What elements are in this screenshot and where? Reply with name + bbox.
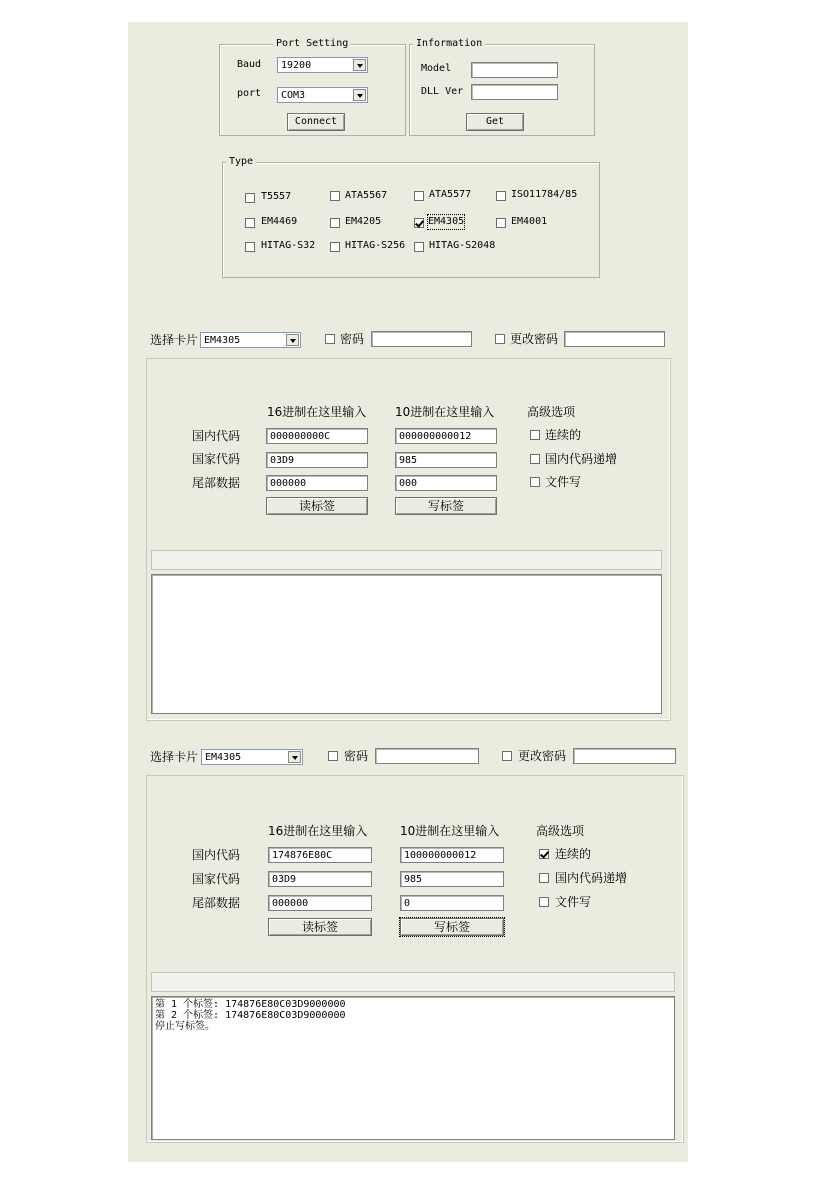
port-value: COM3 [281, 90, 306, 101]
type-checkbox[interactable] [245, 193, 255, 203]
type-checkbox[interactable] [496, 191, 506, 201]
dec-country-code-field[interactable]: 985 [400, 871, 504, 887]
domestic-increment-label: 国内代码递增 [545, 452, 618, 466]
status-bar [151, 550, 662, 570]
read-tag-button[interactable]: 读标签 [268, 918, 372, 936]
password-label: 密码 [340, 332, 365, 346]
password-field[interactable] [375, 748, 479, 764]
information-title: Information [413, 38, 485, 50]
dec-header: 10进制在这里输入 [395, 405, 495, 419]
chevron-down-icon[interactable] [353, 59, 366, 71]
domestic-code-label: 国内代码 [192, 429, 241, 443]
type-checkbox[interactable] [245, 218, 255, 228]
dec-country-code-field[interactable]: 985 [395, 452, 497, 468]
hex-header: 16进制在这里输入 [268, 824, 368, 838]
dll-ver-field[interactable] [471, 84, 558, 100]
port-setting-title: Port Setting [273, 38, 351, 50]
type-checkbox[interactable] [414, 191, 424, 201]
read-tag-button[interactable]: 读标签 [266, 497, 368, 515]
continuous-label: 连续的 [545, 428, 582, 442]
hex-tail-data-field[interactable]: 000000 [268, 895, 372, 911]
get-button[interactable]: Get [466, 113, 524, 131]
country-code-label: 国家代码 [192, 872, 241, 886]
change-password-checkbox[interactable] [502, 751, 512, 761]
type-checkbox-checked[interactable] [414, 218, 424, 228]
file-write-label: 文件写 [545, 475, 582, 489]
hex-country-code-field[interactable]: 03D9 [266, 452, 368, 468]
change-password-checkbox[interactable] [495, 334, 505, 344]
log-output[interactable] [151, 996, 675, 1140]
chevron-down-icon[interactable] [353, 89, 366, 101]
status-bar [151, 972, 675, 992]
select-card-label: 选择卡片 [150, 750, 199, 764]
dec-tail-data-field[interactable]: 000 [395, 475, 497, 491]
advanced-header: 高级选项 [527, 405, 576, 419]
baud-label: Baud [237, 59, 262, 70]
log-line: 停止写标签。 [155, 1021, 215, 1032]
card-select[interactable]: EM4305 [200, 332, 301, 348]
password-checkbox[interactable] [328, 751, 338, 761]
dec-domestic-code-field[interactable]: 100000000012 [400, 847, 504, 863]
write-tag-button[interactable]: 写标签 [400, 918, 504, 936]
change-password-field[interactable] [573, 748, 676, 764]
change-password-field[interactable] [564, 331, 665, 347]
file-write-label: 文件写 [555, 895, 592, 909]
type-checkbox[interactable] [245, 242, 255, 252]
model-label: Model [421, 63, 452, 74]
port-select[interactable] [277, 87, 368, 103]
tail-data-label: 尾部数据 [192, 896, 241, 910]
tail-data-label: 尾部数据 [192, 476, 241, 490]
select-card-label: 选择卡片 [150, 333, 199, 347]
country-code-label: 国家代码 [192, 452, 241, 466]
file-write-checkbox[interactable] [530, 477, 540, 487]
file-write-checkbox[interactable] [539, 897, 549, 907]
log-line: 第 1 个标签: 174876E80C03D9000000 [155, 999, 346, 1010]
model-field[interactable] [471, 62, 558, 78]
change-password-label: 更改密码 [518, 749, 567, 763]
chevron-down-icon[interactable] [286, 334, 299, 346]
hex-tail-data-field[interactable]: 000000 [266, 475, 368, 491]
hex-header: 16进制在这里输入 [267, 405, 367, 419]
dec-header: 10进制在这里输入 [400, 824, 500, 838]
type-checkbox[interactable] [330, 218, 340, 228]
password-field[interactable] [371, 331, 472, 347]
domestic-increment-label: 国内代码递增 [555, 871, 628, 885]
type-checkbox[interactable] [330, 242, 340, 252]
baud-value: 19200 [281, 60, 312, 71]
advanced-header: 高级选项 [536, 824, 585, 838]
continuous-checkbox[interactable] [530, 430, 540, 440]
baud-select[interactable] [277, 57, 368, 73]
continuous-label: 连续的 [555, 847, 592, 861]
domestic-code-label: 国内代码 [192, 848, 241, 862]
log-line: 第 2 个标签: 174876E80C03D9000000 [155, 1010, 346, 1021]
dec-domestic-code-field[interactable]: 000000000012 [395, 428, 497, 444]
password-checkbox[interactable] [325, 334, 335, 344]
hex-domestic-code-field[interactable]: 000000000C [266, 428, 368, 444]
type-checkbox[interactable] [330, 191, 340, 201]
type-checkbox[interactable] [414, 242, 424, 252]
dll-ver-label: DLL Ver [421, 86, 464, 97]
connect-button[interactable]: Connect [287, 113, 345, 131]
port-label: port [237, 88, 262, 99]
password-label: 密码 [344, 749, 369, 763]
domestic-increment-checkbox[interactable] [539, 873, 549, 883]
change-password-label: 更改密码 [510, 332, 559, 346]
hex-country-code-field[interactable]: 03D9 [268, 871, 372, 887]
type-title: Type [226, 156, 256, 168]
continuous-checkbox-checked[interactable] [539, 849, 549, 859]
write-tag-button[interactable]: 写标签 [395, 497, 497, 515]
domestic-increment-checkbox[interactable] [530, 454, 540, 464]
chevron-down-icon[interactable] [288, 751, 301, 763]
hex-domestic-code-field[interactable]: 174876E80C [268, 847, 372, 863]
log-output[interactable] [151, 574, 662, 714]
dec-tail-data-field[interactable]: 0 [400, 895, 504, 911]
card-select[interactable]: EM4305 [201, 749, 303, 765]
type-checkbox[interactable] [496, 218, 506, 228]
